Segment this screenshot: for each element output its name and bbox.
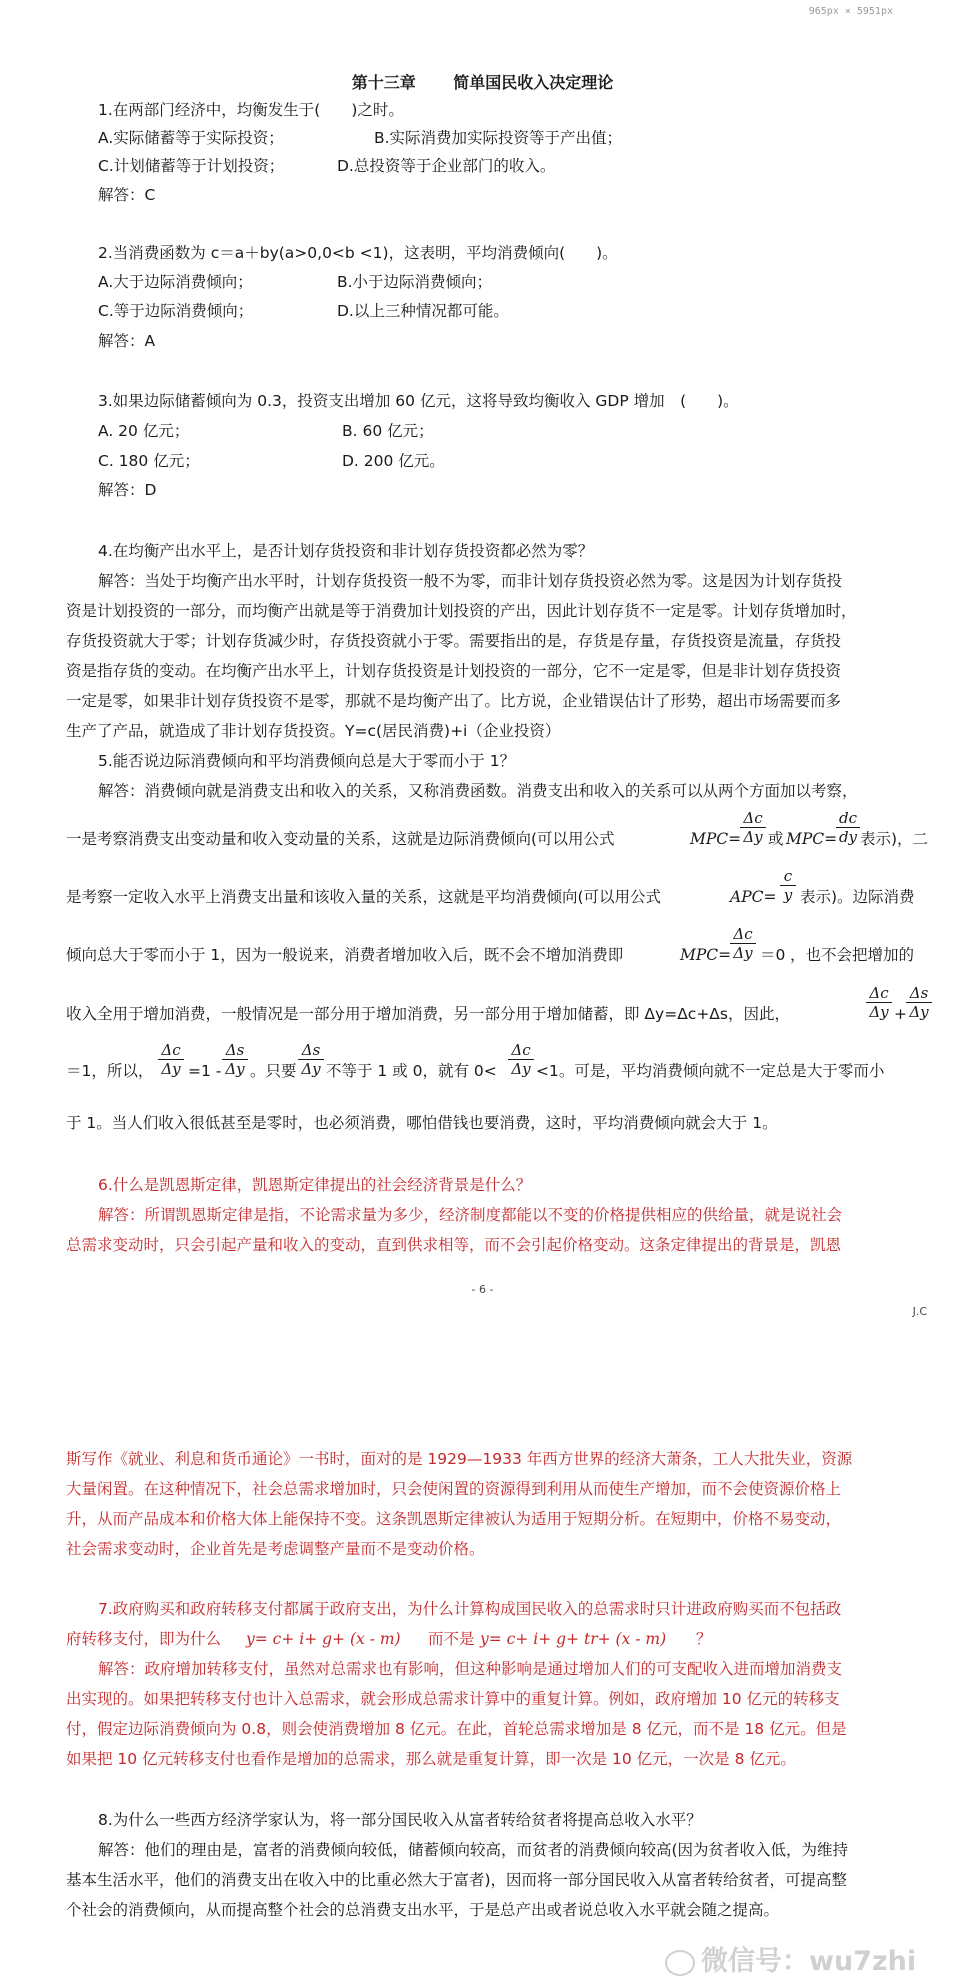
fraction-ds-dy xyxy=(298,1041,324,1078)
q5-answer-line: 一是考察消费支出变动量和收入变动量的关系，这就是边际消费倾向(可以用公式 xyxy=(66,830,615,848)
mpc-label: MPC= xyxy=(786,830,838,848)
q5-text-tail: ，也不会把增加的 xyxy=(790,946,915,964)
chapter-number: 第十三章 xyxy=(351,73,416,92)
mpc-label: MPC= xyxy=(680,946,732,964)
plus-sign: + xyxy=(894,1005,907,1023)
q1-option-a: A.实际储蓄等于实际投资； xyxy=(98,129,284,147)
q6-answer-line: 社会需求变动时，企业首先是考虑调整产量而不是变动价格。 xyxy=(66,1540,485,1558)
formula-with-tr: y= c+ i+ g+ tr+ (x - m) xyxy=(480,1630,667,1648)
q4-answer-line: 一定是零，如果非计划存货投资不是零，那就不是均衡产出了。比方说，企业错误估计了形势，超出市场需要而多 xyxy=(66,692,842,710)
numerator: c xyxy=(783,867,793,885)
q4-answer-line: 存货投资就大于零；计划存货减少时，存货投资就小于零。需要指出的是，存货是存量，存货投资是流量，存货投 xyxy=(66,632,842,650)
or-text: 或 xyxy=(768,830,784,848)
q1-answer: 解答：C xyxy=(98,186,156,204)
q1-option-c: C.计划储蓄等于计划投资； xyxy=(98,157,285,175)
denominator: Δy xyxy=(906,1002,932,1021)
q2-option-c: C.等于边际消费倾向； xyxy=(98,302,254,320)
numerator: Δc xyxy=(733,925,753,943)
q6-answer-line: 斯写作《就业、利息和货币通论》一书时，面对的是 1929—1933 年西方世界的经济大萧条，工人大批失业，资源 xyxy=(66,1450,853,1468)
denominator: Δy xyxy=(730,943,756,962)
q7-answer-line: 出实现的。如果把转移支付也计入总需求，就会形成总需求计算中的重复计算。例如，政府增加 10 亿元的转移支 xyxy=(66,1690,840,1708)
q6-answer-line: 总需求变动时，只会引起产量和收入的变动，直到供求相等，而不会引起价格变动。这条定律提出的背景是，凯恩 xyxy=(66,1236,842,1254)
denominator: Δy xyxy=(222,1059,248,1078)
q5-answer-line: 收入全用于增加消费，一般情况是一部分用于增加消费，另一部分用于增加储蓄，即 Δy=Δc+Δs，因此， xyxy=(66,1005,790,1023)
question-4: 4.在均衡产出水平上，是否计划存货投资和非计划存货投资都必然为零？ xyxy=(98,542,594,560)
wechat-icon xyxy=(665,1950,695,1976)
q5-answer-line: ＝1，所以， xyxy=(66,1062,154,1080)
fraction-c-y xyxy=(780,867,796,904)
denominator: Δy xyxy=(508,1059,534,1078)
q3-option-d: D. 200 亿元。 xyxy=(342,452,445,470)
page-mark: J.C xyxy=(912,1305,927,1318)
question-5: 5.能否说边际消费倾向和平均消费倾向总是大于零而小于 1？ xyxy=(98,752,516,770)
q5-answer-line: 倾向总大于零而小于 1，因为一般说来，消费者增加收入后，既不会不增加消费即 xyxy=(66,946,624,964)
q2-option-d: D.以上三种情况都可能。 xyxy=(337,302,509,320)
fraction-dc-dy-derivative xyxy=(836,809,860,846)
question-1: 1.在两部门经济中，均衡发生于( )之时。 xyxy=(98,101,404,119)
equals-one-minus: =1 - xyxy=(188,1062,222,1080)
q5-answer-line: 解答：消费倾向就是消费支出和收入的关系，又称消费函数。消费支出和收入的关系可以从两个方面加以考察， xyxy=(98,782,858,800)
q3-option-b: B. 60 亿元； xyxy=(342,422,434,440)
question-7-cont: 府转移支付，即为什么 xyxy=(66,1630,222,1648)
q8-answer-line: 解答：他们的理由是，富者的消费倾向较低，储蓄倾向较高，而贫者的消费倾向较高(因为贫者收入低，为维持 xyxy=(98,1841,849,1859)
q7-answer-line: 如果把 10 亿元转移支付也看作是增加的总需求，那么就是重复计算，即一次是 10 亿元，一次是 8 亿元。 xyxy=(66,1750,796,1768)
fraction-dc-dy xyxy=(730,925,756,962)
question-6: 6.什么是凯恩斯定律，凯恩斯定律提出的社会经济背景是什么？ xyxy=(98,1176,532,1194)
q3-option-a: A. 20 亿元； xyxy=(98,422,190,440)
numerator: Δc xyxy=(869,984,889,1002)
page-number: - 6 - xyxy=(471,1283,494,1296)
q4-answer-line: 生产了产品，就造成了非计划存货投资。Y=c(居民消费)+i（企业投资） xyxy=(66,722,561,740)
numerator: dc xyxy=(838,809,857,827)
denominator: Δy xyxy=(740,827,766,846)
q8-answer-line: 个社会的消费倾向，从而提高整个社会的总消费支出水平，于是总产出或者说总收入水平就会随之提高。 xyxy=(66,1901,780,1919)
q2-option-a: A.大于边际消费倾向； xyxy=(98,273,253,291)
equals-zero: ＝0 xyxy=(760,946,786,964)
q5-answer-line: 是考察一定收入水平上消费支出量和该收入量的关系，这就是平均消费倾向(可以用公式 xyxy=(66,888,662,906)
denominator: dy xyxy=(836,827,860,846)
watermark-text: 微信号：wu7zhi xyxy=(701,1946,917,1977)
q6-answer-line: 解答：所谓凯恩斯定律是指，不论需求量为多少，经济制度都能以不变的价格提供相应的供给量，就是说社会 xyxy=(98,1206,843,1224)
q6-answer-line: 大量闲置。在这种情况下，社会总需求增加时，只会使闲置的资源得到利用从而使生产增加，而不会使资源价格上 xyxy=(66,1480,842,1498)
rather-than-text: 而不是 xyxy=(428,1630,475,1648)
q3-option-c: C. 180 亿元； xyxy=(98,452,200,470)
numerator: Δc xyxy=(161,1041,181,1059)
numerator: Δs xyxy=(909,984,929,1002)
denominator: Δy xyxy=(158,1059,184,1078)
q8-answer-line: 基本生活水平，他们的消费支出在收入中的比重必然大于富者)，因而将一部分国民收入从富者转给贫者，可提高整 xyxy=(66,1871,848,1889)
numerator: Δc xyxy=(511,1041,531,1059)
fraction-dc-dy xyxy=(158,1041,184,1078)
fraction-dc-dy xyxy=(508,1041,534,1078)
wechat-watermark xyxy=(665,1939,916,1978)
q4-answer-line: 资是计划投资的一部分，而均衡产出就是等于消费加计划投资的产出，因此计划存货不一定是零。计划存货增加时， xyxy=(66,602,857,620)
question-7: 7.政府购买和政府转移支付都属于政府支出，为什么计算构成国民收入的总需求时只计进政府购买而不包括政 xyxy=(98,1600,842,1618)
numerator: Δc xyxy=(743,809,763,827)
question-2: 2.当消费函数为 c＝a＋by(a>0,0<b <1)，这表明，平均消费倾向( )。 xyxy=(98,244,618,262)
q7-answer-line: 付，假定边际消费倾向为 0.8，则会使消费增加 8 亿元。在此，首轮总需求增加是 8 亿元，而不是 18 亿元。但是 xyxy=(66,1720,847,1738)
q6-answer-line: 升，从而产品成本和价格大体上能保持不变。这条凯恩斯定律被认为适用于短期分析。在短期中，价格不易变动， xyxy=(66,1510,842,1528)
q5-text-mid: 。只要 xyxy=(250,1062,297,1080)
mpc-label: MPC= xyxy=(690,830,742,848)
q7-answer-line: 解答：政府增加转移支付，虽然对总需求也有影响，但这种影响是通过增加人们的可支配收入进而增加消费支 xyxy=(98,1660,843,1678)
q1-option-d: D.总投资等于企业部门的收入。 xyxy=(337,157,556,175)
q2-option-b: B.小于边际消费倾向； xyxy=(337,273,493,291)
chapter-title xyxy=(0,70,965,93)
q4-answer-line: 解答：当处于均衡产出水平时，计划存货投资一般不为零，而非计划存货投资必然为零。这是因为计划存货投 xyxy=(98,572,843,590)
denominator: y xyxy=(780,885,796,904)
q4-answer-line: 资是指存货的变动。在均衡产出水平上，计划存货投资是计划投资的一部分，它不一定是零，但是非计划存货投资 xyxy=(66,662,842,680)
denominator: Δy xyxy=(298,1059,324,1078)
question-3: 3.如果边际储蓄倾向为 0.3，投资支出增加 60 亿元，这将导致均衡收入 GDP 增加 ( )。 xyxy=(98,392,739,410)
question-8: 8.为什么一些西方经济学家认为，将一部分国民收入从富者转给贫者将提高总收入水平？ xyxy=(98,1811,702,1829)
denominator: Δy xyxy=(866,1002,892,1021)
q5-text-tail: 表示)，二 xyxy=(860,830,929,848)
q5-text-tail: 表示)。边际消费 xyxy=(800,888,915,906)
q5-text-mid: 不等于 1 或 0，就有 0< xyxy=(326,1062,497,1080)
q5-text-tail: <1。可是，平均消费倾向就不一定总是大于零而小 xyxy=(536,1062,885,1080)
question-mark: ？ xyxy=(696,1630,712,1648)
numerator: Δs xyxy=(301,1041,321,1059)
q2-answer: 解答：A xyxy=(98,332,156,350)
apc-label: APC= xyxy=(730,888,777,906)
image-dimensions-label: 965px × 5951px xyxy=(808,6,893,17)
chapter-name: 简单国民收入决定理论 xyxy=(453,73,614,92)
fraction-dc-dy xyxy=(866,984,892,1021)
fraction-ds-dy xyxy=(906,984,932,1021)
fraction-dc-dy xyxy=(740,809,766,846)
q1-option-b: B.实际消费加实际投资等于产出值； xyxy=(374,129,623,147)
formula-with-g: y= c+ i+ g+ (x - m) xyxy=(246,1630,401,1648)
q5-answer-line: 于 1。当人们收入很低甚至是零时，也必须消费，哪怕借钱也要消费，这时，平均消费倾向就会大于 1。 xyxy=(66,1114,778,1132)
numerator: Δs xyxy=(225,1041,245,1059)
q3-answer: 解答：D xyxy=(98,481,157,499)
fraction-ds-dy xyxy=(222,1041,248,1078)
